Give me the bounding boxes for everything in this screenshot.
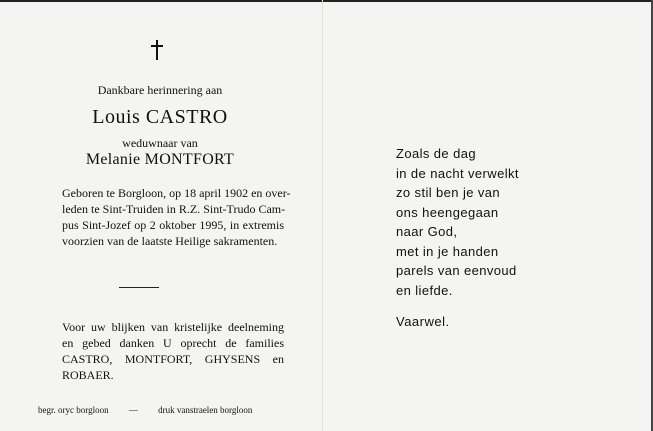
printer-footer <box>38 405 278 415</box>
deceased-name: Louis CASTRO <box>92 106 228 128</box>
intro-text: Dankbare herinnering aan <box>97 83 223 97</box>
thanks-line: CASTRO, MONTFORT, GHYSENS en <box>62 352 284 366</box>
farewell-text: Vaarwel. <box>396 314 450 329</box>
thanks-text <box>62 319 284 383</box>
poem-line: met in je handen <box>396 243 499 259</box>
footer-left: begr. oryc borgloon <box>38 405 109 415</box>
poem-line: Zoals de dag <box>396 146 476 161</box>
poem-line: parels van eenvoud <box>396 263 517 278</box>
separator-line <box>119 287 159 288</box>
poem-line: naar God, <box>396 224 458 239</box>
poem <box>396 144 519 300</box>
bio-line: pus Sint-Jozef op 2 oktober 1995, in extremis <box>62 218 284 232</box>
footer-right: druk vanstraelen borgloon <box>158 405 253 415</box>
bio-line: leden te Sint-Truiden in R.Z. Sint-Trudo Cam- <box>62 202 286 216</box>
cross-icon <box>150 40 164 60</box>
relation-text: weduwnaar van <box>122 136 198 150</box>
footer-dash: — <box>128 405 138 415</box>
poem-line: ons heengegaan <box>396 204 499 220</box>
biography <box>62 185 291 249</box>
left-panel <box>0 0 322 431</box>
thanks-line: ROBAER. <box>62 368 114 382</box>
right-panel <box>322 0 653 431</box>
thanks-line: Voor uw blijken van kristelijke deelneming <box>62 320 284 334</box>
thanks-line: en gebed danken U oprecht de families <box>62 336 284 350</box>
spouse-name: Melanie MONTFORT <box>85 151 235 168</box>
poem-line: in de nacht verwelkt <box>396 165 519 181</box>
bio-line: voorzien van de laatste Heilige sakramenten. <box>62 234 278 248</box>
bio-line: Geboren te Borgloon, op 18 april 1902 en over- <box>62 186 291 200</box>
poem-line: zo stil ben je van <box>396 185 501 200</box>
poem-line: en liefde. <box>396 282 453 298</box>
